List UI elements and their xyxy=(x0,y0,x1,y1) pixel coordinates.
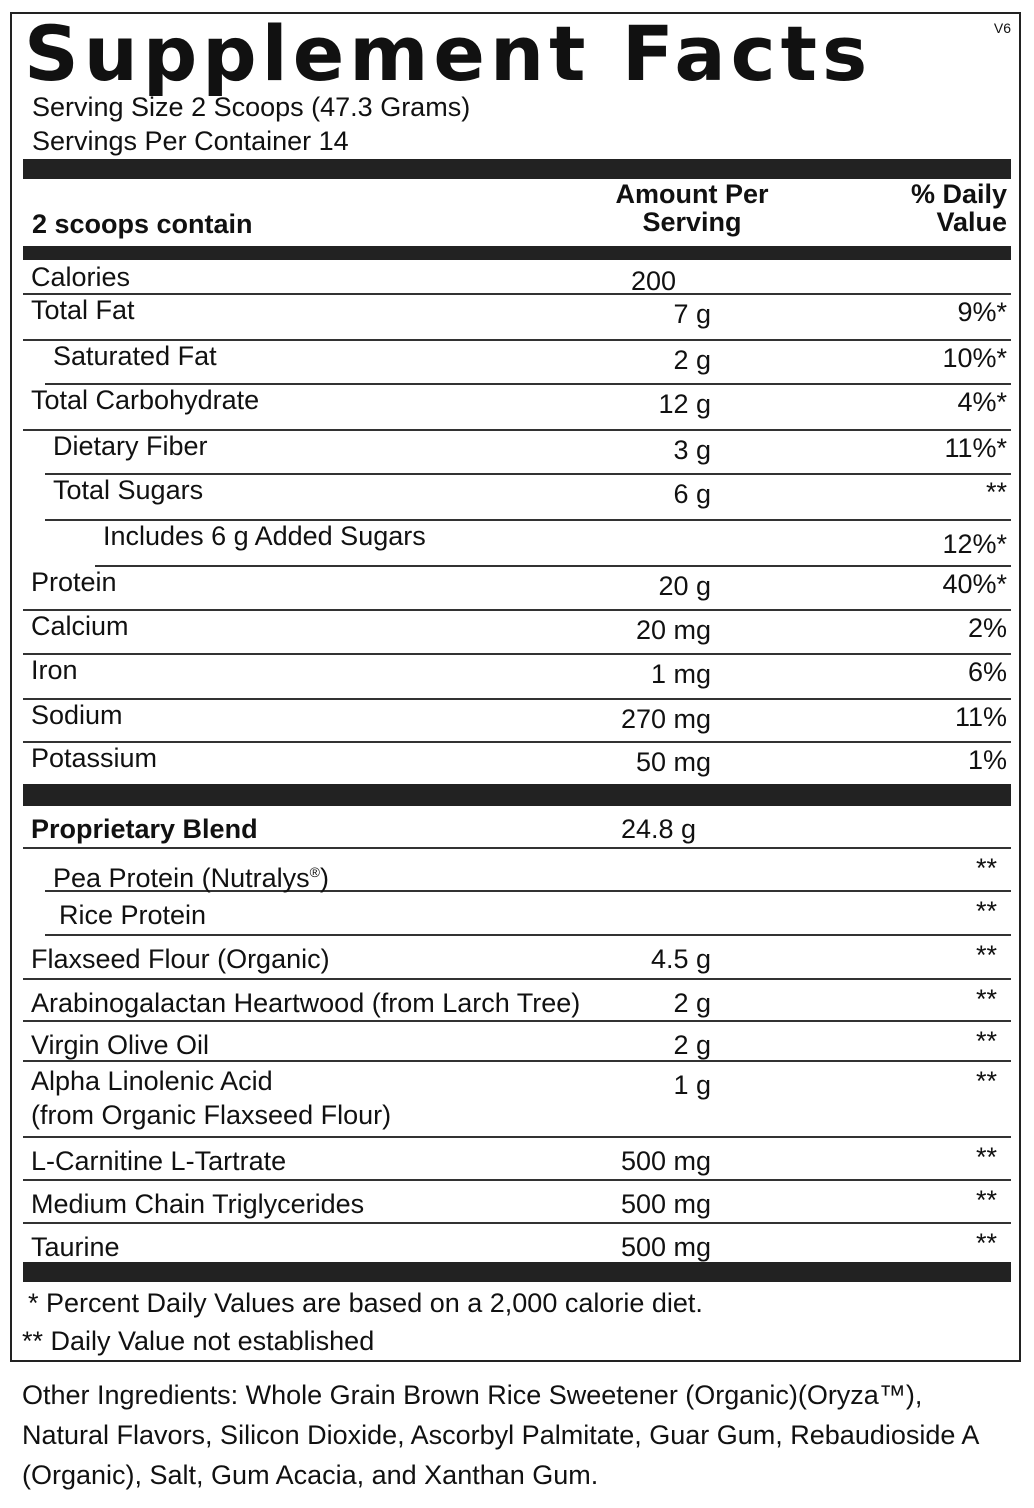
blend-ingredient-amount: 500 mg xyxy=(620,1146,711,1176)
nutrient-name: Saturated Fat xyxy=(53,341,217,371)
nutrient-name: Iron xyxy=(31,655,78,685)
blend-ingredient-amount: 4.5 g xyxy=(650,944,711,974)
blend-row xyxy=(45,892,1011,936)
blend-ingredient-daily-value: ** xyxy=(975,853,997,883)
blend-ingredient-daily-value: ** xyxy=(975,984,997,1014)
version-label: V6 xyxy=(993,20,1011,36)
nutrient-daily-value: 2% xyxy=(967,613,1007,643)
nutrient-row xyxy=(23,611,1011,655)
blend-ingredient-amount: 1 g xyxy=(673,1070,711,1100)
nutrient-name: Includes 6 g Added Sugars xyxy=(103,521,426,551)
nutrient-row xyxy=(23,700,1011,743)
blend-ingredient-amount: 2 g xyxy=(673,1030,711,1060)
other-ingredients: Other Ingredients: Whole Grain Brown Rice Sweetener (Organic)(Oryza™), Natural Flavors, Silicon Dioxide, Ascorbyl Palmitate, Guar Gum, Rebaudioside A (Organic), Salt, Gum Acacia, and Xanthan Gum. xyxy=(22,1380,978,1490)
panel-title: Supplement Facts xyxy=(24,9,873,98)
blend-row xyxy=(23,1022,1011,1062)
nutrient-row xyxy=(45,475,1011,521)
header-divider xyxy=(23,246,1011,260)
nutrient-name: Dietary Fiber xyxy=(53,431,208,461)
blend-ingredient-daily-value: ** xyxy=(975,1185,997,1215)
nutrient-amount: 20 g xyxy=(658,571,711,601)
nutrient-amount: 1 mg xyxy=(650,659,711,689)
thick-divider xyxy=(23,784,1011,806)
nutrient-name: Protein xyxy=(31,567,117,597)
nutrient-daily-value: 12%* xyxy=(942,529,1007,559)
serving-size: Serving Size 2 Scoops (47.3 Grams) xyxy=(32,92,471,122)
blend-ingredient-name: Virgin Olive Oil xyxy=(31,1030,210,1060)
nutrient-name: Sodium xyxy=(31,700,123,730)
blend-ingredient-name: Flaxseed Flour (Organic) xyxy=(31,944,330,974)
header-contain: 2 scoops contain xyxy=(32,209,253,239)
header-amount: Amount Per Serving xyxy=(615,179,769,237)
blend-ingredient-daily-value: ** xyxy=(975,1142,997,1172)
blend-ingredient-daily-value: ** xyxy=(975,1228,997,1258)
blend-ingredient-name: Medium Chain Triglycerides xyxy=(31,1189,365,1219)
blend-ingredient-name: Alpha Linolenic Acid (from Organic Flaxseed Flour) xyxy=(31,1066,392,1130)
nutrient-name: Total Carbohydrate xyxy=(31,385,260,415)
nutrient-amount: 7 g xyxy=(673,299,711,329)
nutrient-amount: 12 g xyxy=(658,389,711,419)
nutrient-amount: 3 g xyxy=(673,435,711,465)
nutrient-amount: 50 mg xyxy=(635,747,711,777)
nutrient-name: Calcium xyxy=(31,611,129,641)
thick-divider xyxy=(23,1262,1011,1282)
blend-row xyxy=(23,806,1011,849)
nutrient-amount: 270 mg xyxy=(620,704,711,734)
nutrient-row xyxy=(45,431,1011,475)
blend-ingredient-daily-value: ** xyxy=(975,940,997,970)
blend-ingredient-name: Arabinogalactan Heartwood (from Larch Tree) xyxy=(31,988,581,1018)
blend-ingredient-name: Proprietary Blend xyxy=(31,814,258,844)
blend-ingredient-daily-value: ** xyxy=(975,1026,997,1056)
blend-ingredient-amount: 500 mg xyxy=(620,1189,711,1219)
nutrient-name: Total Sugars xyxy=(53,475,204,505)
nutrient-row xyxy=(95,521,1011,567)
blend-ingredient-daily-value: ** xyxy=(975,896,997,926)
blend-ingredient-name: Rice Protein xyxy=(59,900,207,930)
nutrient-amount: 20 mg xyxy=(635,615,711,645)
nutrient-daily-value: 11% xyxy=(954,702,1007,732)
nutrient-row xyxy=(45,341,1011,385)
thick-divider xyxy=(23,159,1011,179)
footnote-percent-dv: * Percent Daily Values are based on a 2,000 calorie diet. xyxy=(28,1288,703,1318)
nutrient-row xyxy=(23,262,1011,295)
blend-row xyxy=(23,936,1011,980)
nutrient-daily-value: 4%* xyxy=(957,387,1007,417)
header-daily-value: % Daily Value xyxy=(910,179,1007,237)
nutrient-row xyxy=(23,295,1011,341)
supplement-facts-panel xyxy=(10,9,1021,1362)
servings-per-container: Servings Per Container 14 xyxy=(32,126,349,156)
blend-ingredient-name: L-Carnitine L-Tartrate xyxy=(31,1146,287,1176)
nutrient-daily-value: 10%* xyxy=(942,343,1007,373)
blend-row xyxy=(45,849,1011,892)
nutrient-name: Potassium xyxy=(31,743,158,773)
blend-ingredient-amount: 500 mg xyxy=(620,1232,711,1262)
blend-ingredient-amount: 24.8 g xyxy=(621,814,697,844)
footnote-dv-not-established: ** Daily Value not established xyxy=(22,1326,375,1356)
blend-ingredient-name: Taurine xyxy=(31,1232,120,1262)
nutrient-daily-value: ** xyxy=(985,477,1007,507)
blend-row xyxy=(23,1138,1011,1181)
nutrient-amount: 200 xyxy=(631,266,677,296)
blend-row xyxy=(23,980,1011,1022)
blend-row xyxy=(23,1062,1011,1138)
nutrient-daily-value: 40%* xyxy=(942,569,1007,599)
blend-ingredient-name: Pea Protein (Nutralys®) xyxy=(53,863,329,893)
blend-row xyxy=(23,1181,1011,1224)
nutrient-row xyxy=(23,655,1011,700)
nutrient-row xyxy=(23,385,1011,431)
nutrient-amount: 2 g xyxy=(673,345,711,375)
nutrient-daily-value: 9%* xyxy=(957,297,1007,327)
nutrient-amount: 6 g xyxy=(673,479,711,509)
nutrient-daily-value: 1% xyxy=(967,745,1007,775)
nutrient-daily-value: 11%* xyxy=(944,433,1007,463)
blend-ingredient-daily-value: ** xyxy=(975,1066,997,1096)
nutrient-name: Calories xyxy=(31,262,131,292)
blend-ingredient-amount: 2 g xyxy=(673,988,711,1018)
blend-row xyxy=(23,1224,1011,1262)
nutrient-daily-value: 6% xyxy=(967,657,1007,687)
nutrient-row xyxy=(23,567,1011,611)
nutrient-name: Total Fat xyxy=(31,295,135,325)
nutrient-row xyxy=(23,743,1011,784)
